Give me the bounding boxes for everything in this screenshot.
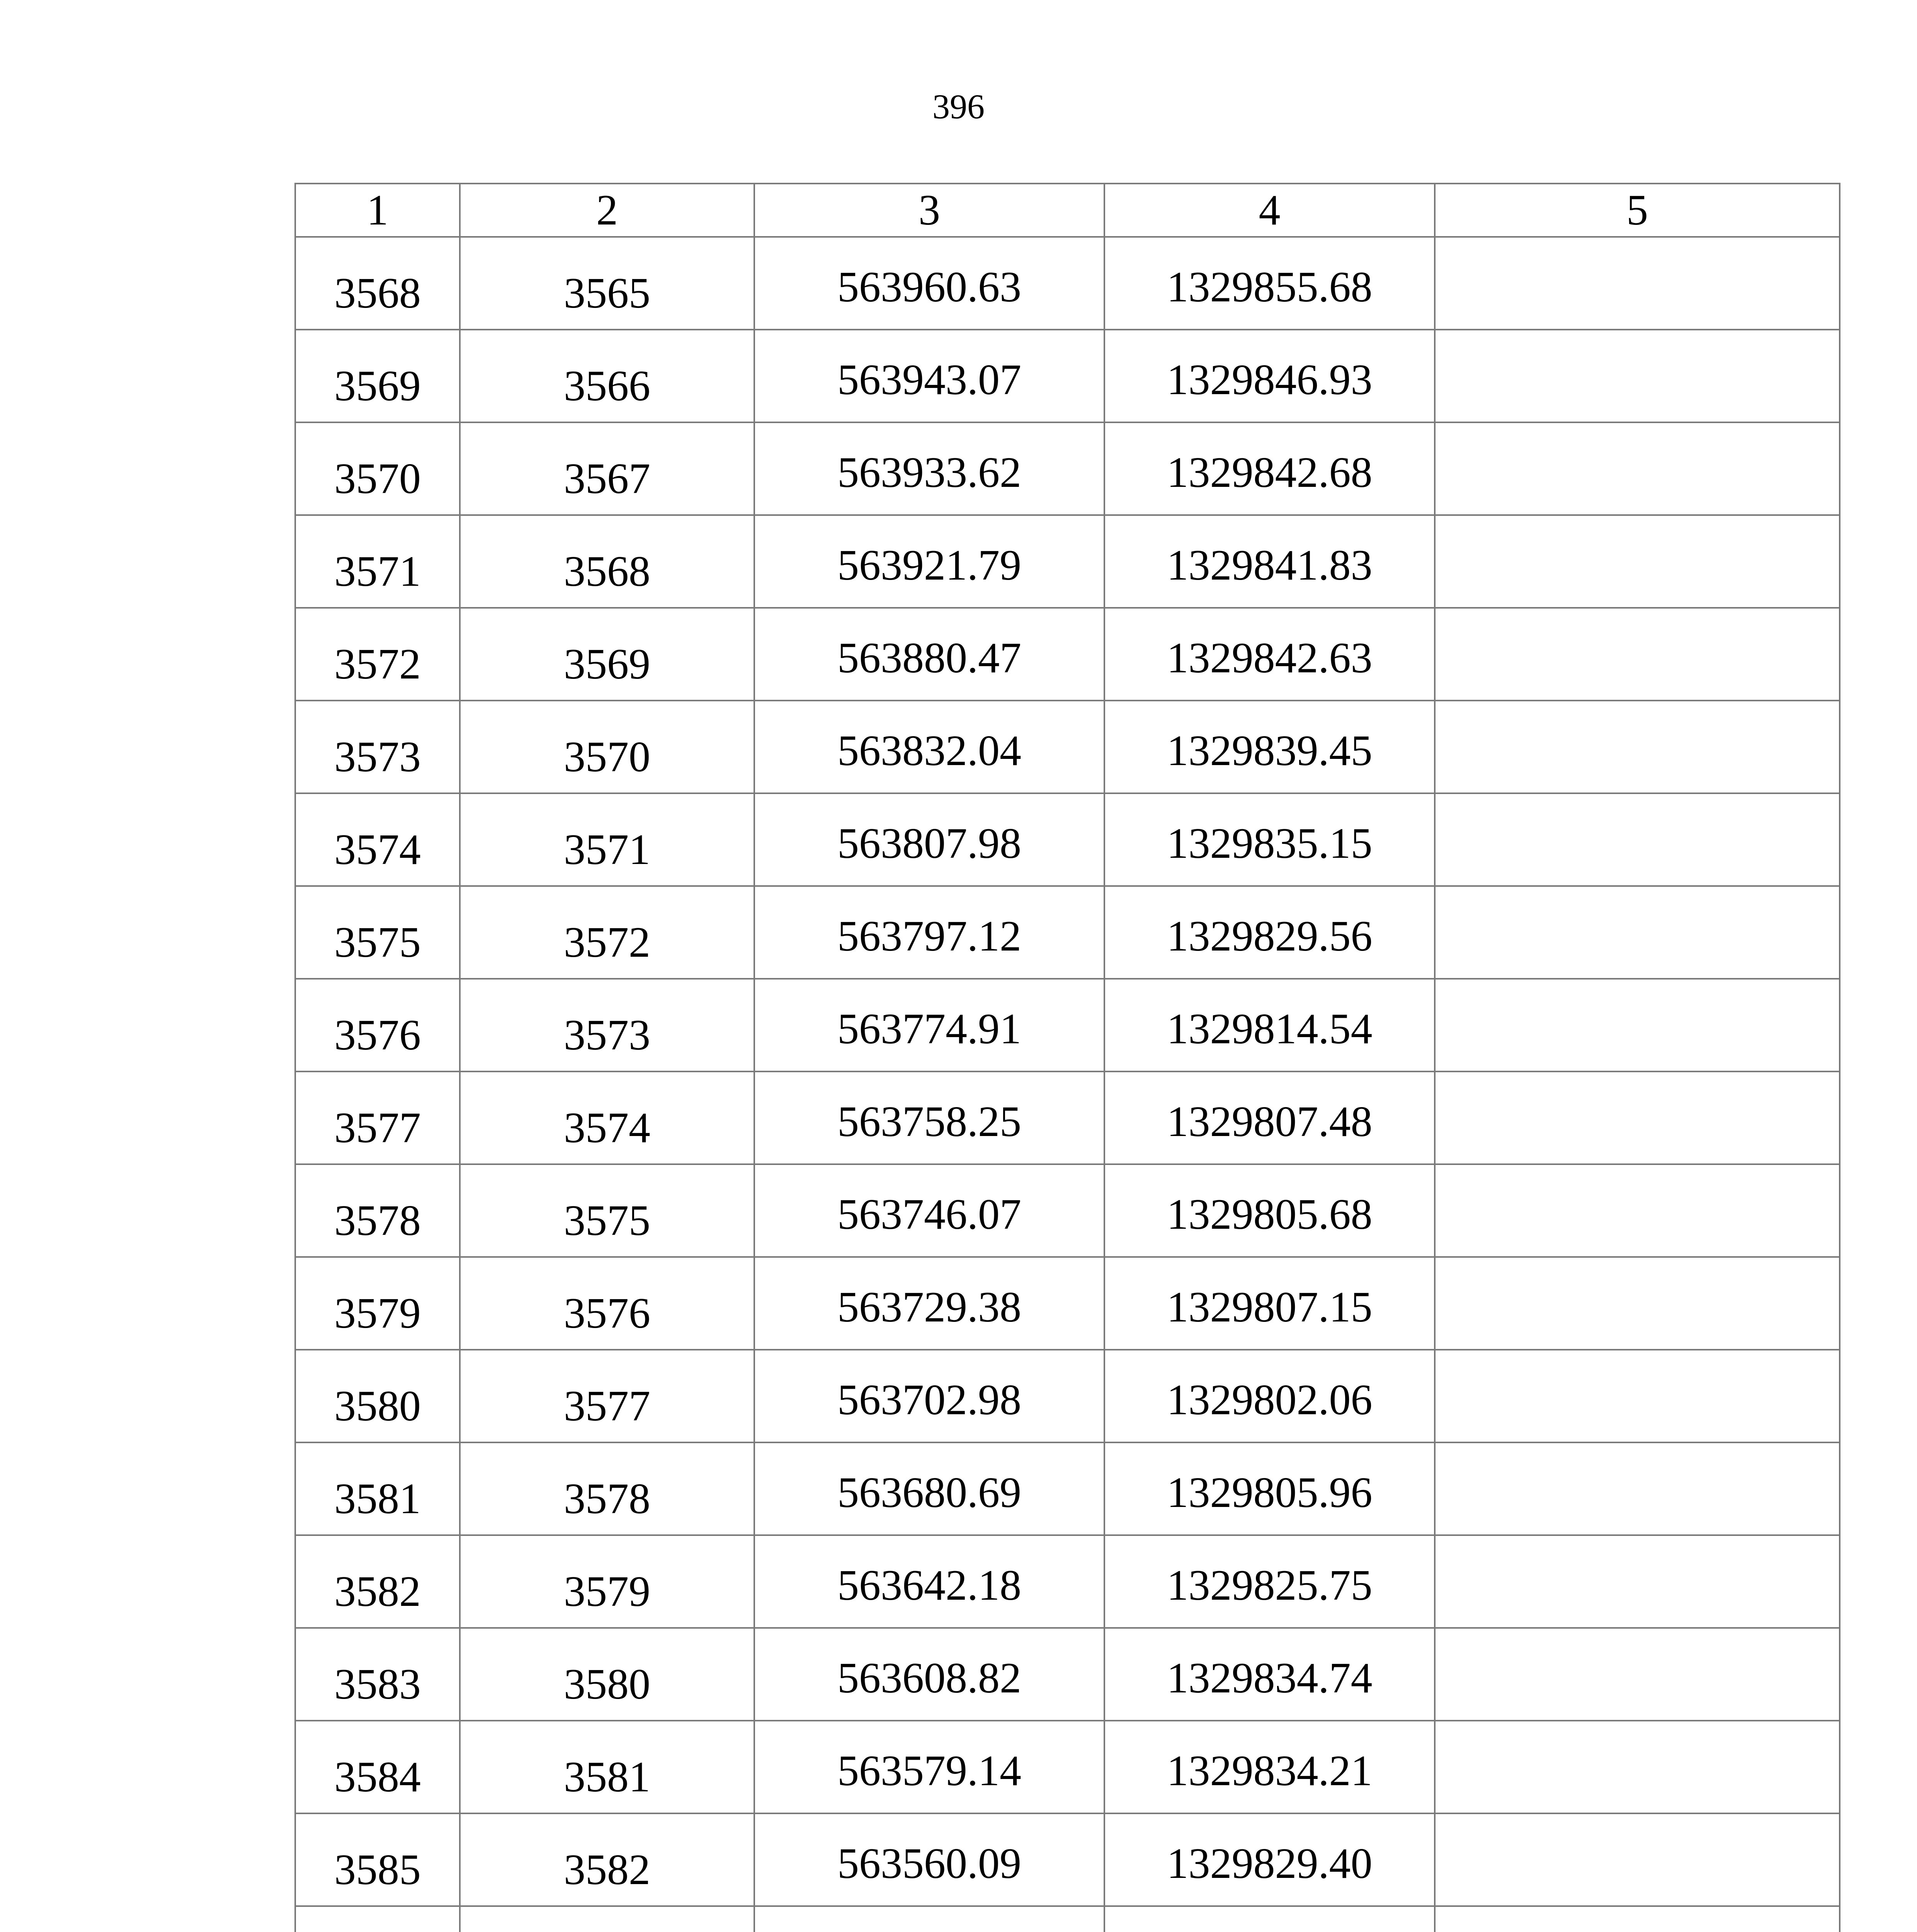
x-coordinate-cell: 563807.98 bbox=[754, 793, 1104, 886]
note-cell bbox=[1435, 237, 1840, 330]
note-cell bbox=[1435, 1350, 1840, 1442]
table-row bbox=[295, 979, 1840, 1071]
column-header-1: 1 bbox=[295, 184, 460, 237]
point-number-cell: 3583 bbox=[295, 1628, 460, 1721]
y-coordinate-cell: 1329841.83 bbox=[1104, 515, 1435, 608]
y-coordinate-cell: 1329805.96 bbox=[1104, 1442, 1435, 1535]
table-row bbox=[295, 886, 1840, 979]
point-number-cell: 3568 bbox=[295, 237, 460, 330]
point-number-cell: 3570 bbox=[295, 422, 460, 515]
note-cell bbox=[1435, 1071, 1840, 1164]
point-number-cell: 3573 bbox=[295, 701, 460, 793]
y-coordinate-cell bbox=[1104, 1906, 1435, 1932]
table-row bbox=[295, 1535, 1840, 1628]
previous-point-cell: 3567 bbox=[460, 422, 754, 515]
column-header-3: 3 bbox=[754, 184, 1104, 237]
note-cell bbox=[1435, 1535, 1840, 1628]
previous-point-cell: 3575 bbox=[460, 1164, 754, 1257]
previous-point-cell: 3570 bbox=[460, 701, 754, 793]
table-row bbox=[295, 793, 1840, 886]
x-coordinate-cell: 563758.25 bbox=[754, 1071, 1104, 1164]
previous-point-cell bbox=[460, 1906, 754, 1932]
x-coordinate-cell: 563608.82 bbox=[754, 1628, 1104, 1721]
x-coordinate-cell: 563560.09 bbox=[754, 1813, 1104, 1906]
note-cell bbox=[1435, 701, 1840, 793]
point-number-cell: 3575 bbox=[295, 886, 460, 979]
column-header-5: 5 bbox=[1435, 184, 1840, 237]
table-row bbox=[295, 1164, 1840, 1257]
table-row bbox=[295, 701, 1840, 793]
previous-point-cell: 3580 bbox=[460, 1628, 754, 1721]
point-number-cell: 3571 bbox=[295, 515, 460, 608]
note-cell bbox=[1435, 422, 1840, 515]
y-coordinate-cell: 1329842.68 bbox=[1104, 422, 1435, 515]
note-cell bbox=[1435, 1813, 1840, 1906]
note-cell bbox=[1435, 1442, 1840, 1535]
point-number-cell bbox=[295, 1906, 460, 1932]
table-row bbox=[295, 1350, 1840, 1442]
table-row bbox=[295, 1628, 1840, 1721]
note-cell bbox=[1435, 886, 1840, 979]
y-coordinate-cell: 1329825.75 bbox=[1104, 1535, 1435, 1628]
point-number-cell: 3579 bbox=[295, 1257, 460, 1350]
x-coordinate-cell: 563943.07 bbox=[754, 330, 1104, 422]
table-row bbox=[295, 608, 1840, 701]
y-coordinate-cell: 1329842.63 bbox=[1104, 608, 1435, 701]
column-header-2: 2 bbox=[460, 184, 754, 237]
previous-point-cell: 3578 bbox=[460, 1442, 754, 1535]
table-row bbox=[295, 422, 1840, 515]
x-coordinate-cell: 563933.62 bbox=[754, 422, 1104, 515]
point-number-cell: 3584 bbox=[295, 1721, 460, 1813]
note-cell bbox=[1435, 330, 1840, 422]
previous-point-cell: 3568 bbox=[460, 515, 754, 608]
point-number-cell: 3582 bbox=[295, 1535, 460, 1628]
x-coordinate-cell: 563579.14 bbox=[754, 1721, 1104, 1813]
y-coordinate-cell: 1329814.54 bbox=[1104, 979, 1435, 1071]
point-number-cell: 3580 bbox=[295, 1350, 460, 1442]
y-coordinate-cell: 1329846.93 bbox=[1104, 330, 1435, 422]
point-number-cell: 3577 bbox=[295, 1071, 460, 1164]
table-body bbox=[295, 184, 1840, 1932]
point-number-cell: 3572 bbox=[295, 608, 460, 701]
table-row bbox=[295, 237, 1840, 330]
y-coordinate-cell: 1329829.56 bbox=[1104, 886, 1435, 979]
note-cell bbox=[1435, 608, 1840, 701]
x-coordinate-cell: 563642.18 bbox=[754, 1535, 1104, 1628]
note-cell bbox=[1435, 1906, 1840, 1932]
point-number-cell: 3576 bbox=[295, 979, 460, 1071]
x-coordinate-cell: 563921.79 bbox=[754, 515, 1104, 608]
table-row bbox=[295, 515, 1840, 608]
y-coordinate-cell: 1329805.68 bbox=[1104, 1164, 1435, 1257]
note-cell bbox=[1435, 515, 1840, 608]
y-coordinate-cell: 1329855.68 bbox=[1104, 237, 1435, 330]
note-cell bbox=[1435, 1628, 1840, 1721]
previous-point-cell: 3579 bbox=[460, 1535, 754, 1628]
previous-point-cell: 3571 bbox=[460, 793, 754, 886]
note-cell bbox=[1435, 1257, 1840, 1350]
x-coordinate-cell: 563746.07 bbox=[754, 1164, 1104, 1257]
previous-point-cell: 3581 bbox=[460, 1721, 754, 1813]
x-coordinate-cell: 563880.47 bbox=[754, 608, 1104, 701]
x-coordinate-cell: 563729.38 bbox=[754, 1257, 1104, 1350]
page-number: 396 bbox=[932, 88, 985, 126]
x-coordinate-cell: 563797.12 bbox=[754, 886, 1104, 979]
x-coordinate-cell: 563702.98 bbox=[754, 1350, 1104, 1442]
previous-point-cell: 3573 bbox=[460, 979, 754, 1071]
previous-point-cell: 3572 bbox=[460, 886, 754, 979]
table-header-row bbox=[295, 184, 1840, 237]
note-cell bbox=[1435, 1721, 1840, 1813]
previous-point-cell: 3576 bbox=[460, 1257, 754, 1350]
previous-point-cell: 3577 bbox=[460, 1350, 754, 1442]
previous-point-cell: 3582 bbox=[460, 1813, 754, 1906]
point-number-cell: 3578 bbox=[295, 1164, 460, 1257]
column-header-4: 4 bbox=[1104, 184, 1435, 237]
table-row bbox=[295, 1257, 1840, 1350]
y-coordinate-cell: 1329807.48 bbox=[1104, 1071, 1435, 1164]
x-coordinate-cell: 563960.63 bbox=[754, 237, 1104, 330]
previous-point-cell: 3574 bbox=[460, 1071, 754, 1164]
point-number-cell: 3581 bbox=[295, 1442, 460, 1535]
note-cell bbox=[1435, 979, 1840, 1071]
y-coordinate-cell: 1329839.45 bbox=[1104, 701, 1435, 793]
table-row bbox=[295, 1721, 1840, 1813]
note-cell bbox=[1435, 1164, 1840, 1257]
previous-point-cell: 3566 bbox=[460, 330, 754, 422]
y-coordinate-cell: 1329834.21 bbox=[1104, 1721, 1435, 1813]
point-number-cell: 3585 bbox=[295, 1813, 460, 1906]
note-cell bbox=[1435, 793, 1840, 886]
x-coordinate-cell: 563680.69 bbox=[754, 1442, 1104, 1535]
coordinates-table bbox=[294, 183, 1840, 1932]
x-coordinate-cell bbox=[754, 1906, 1104, 1932]
y-coordinate-cell: 1329835.15 bbox=[1104, 793, 1435, 886]
previous-point-cell: 3565 bbox=[460, 237, 754, 330]
y-coordinate-cell: 1329807.15 bbox=[1104, 1257, 1435, 1350]
y-coordinate-cell: 1329834.74 bbox=[1104, 1628, 1435, 1721]
x-coordinate-cell: 563832.04 bbox=[754, 701, 1104, 793]
y-coordinate-cell: 1329829.40 bbox=[1104, 1813, 1435, 1906]
x-coordinate-cell: 563774.91 bbox=[754, 979, 1104, 1071]
y-coordinate-cell: 1329802.06 bbox=[1104, 1350, 1435, 1442]
table-row bbox=[295, 1813, 1840, 1906]
point-number-cell: 3569 bbox=[295, 330, 460, 422]
table-row bbox=[295, 1906, 1840, 1932]
table-row bbox=[295, 330, 1840, 422]
table-row bbox=[295, 1071, 1840, 1164]
previous-point-cell: 3569 bbox=[460, 608, 754, 701]
point-number-cell: 3574 bbox=[295, 793, 460, 886]
table-row bbox=[295, 1442, 1840, 1535]
